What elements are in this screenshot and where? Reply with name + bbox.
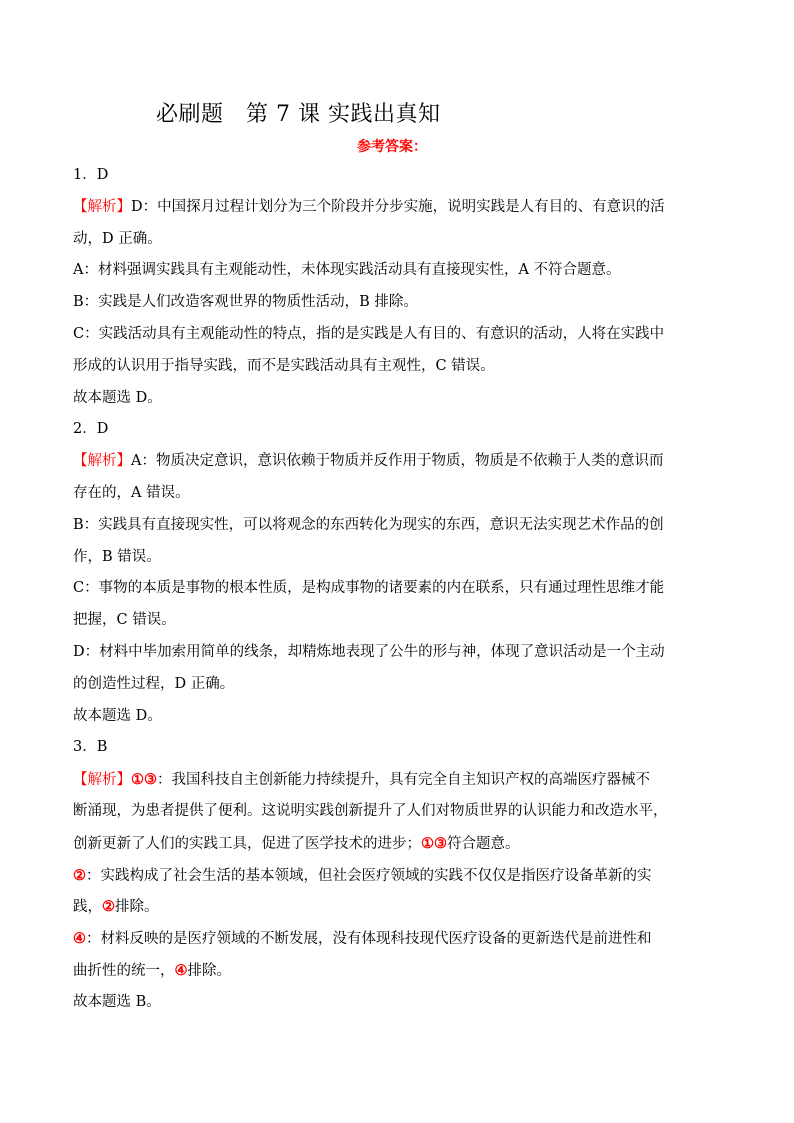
answers-heading: 参考答案： bbox=[357, 139, 427, 155]
answer-line: 断涌现，为患者提供了便利。这说明实践创新提升了人们对物质世界的认识能力和改造水平， bbox=[73, 802, 668, 819]
option-marker: ①③ bbox=[421, 834, 447, 852]
answer-line: 创新更新了人们的实践工具，促进了医学技术的进步；①③符合题意。 bbox=[73, 834, 520, 852]
answer-line: 形成的认识用于指导实践，而不是实践活动具有主观性，C 错误。 bbox=[73, 357, 495, 374]
answer-line: 存在的，A 错误。 bbox=[73, 484, 190, 501]
answer-line: 1．D bbox=[73, 167, 109, 183]
answer-line: 把握，C 错误。 bbox=[73, 612, 176, 629]
answer-content bbox=[73, 160, 729, 1019]
answer-line: D：材料中毕加索用简单的线条，却精炼地表现了公牛的形与神，体现了意识活动是一个主动 bbox=[73, 643, 665, 660]
answer-line: ④：材料反映的是医疗领域的不断发展，没有体现科技现代医疗设备的更新迭代是前进性和 bbox=[73, 930, 652, 948]
page-title: 必刷题 第 7 课 实践出真知 bbox=[156, 102, 441, 127]
analysis-tag: 【解析】 bbox=[73, 772, 131, 789]
option-marker: ② bbox=[73, 866, 86, 884]
answer-line: 动，D 正确。 bbox=[73, 230, 162, 247]
answer-line: 故本题选 D。 bbox=[73, 707, 162, 724]
answer-line: 【解析】①③：我国科技自主创新能力持续提升，具有完全自主知识产权的高端医疗器械不 bbox=[73, 771, 650, 789]
option-marker: ④ bbox=[174, 961, 188, 979]
option-marker: ①③ bbox=[131, 771, 157, 789]
answer-line: 2．D bbox=[73, 421, 109, 438]
answer-line: B：实践具有直接现实性，可以将观念的东西转化为现实的东西，意识无法实现艺术作品的创 bbox=[73, 516, 664, 533]
answer-line: 故本题选 D。 bbox=[73, 389, 162, 406]
answer-line: 【解析】D：中国探月过程计划分为三个阶段并分步实施，说明实践是人有目的、有意识的活 bbox=[73, 198, 665, 215]
answer-line: ②：实践构成了社会生活的基本领域，但社会医疗领域的实践不仅仅是指医疗设备革新的实 bbox=[73, 866, 652, 884]
answer-line: 【解析】A：物质决定意识，意识依赖于物质并反作用于物质，物质是不依赖于人类的意识而 bbox=[73, 453, 664, 470]
answer-line: 践，②排除。 bbox=[73, 898, 159, 916]
answer-line: 3．B bbox=[73, 739, 108, 756]
answer-line: 曲折性的统一，④排除。 bbox=[73, 961, 231, 979]
option-marker: ④ bbox=[73, 930, 86, 948]
answer-line: A：材料强调实践具有主观能动性，未体现实践活动具有直接现实性，A 不符合题意。 bbox=[73, 262, 621, 279]
analysis-tag: 【解析】 bbox=[73, 453, 131, 470]
answer-line: 作，B 错误。 bbox=[73, 548, 161, 565]
analysis-tag: 【解析】 bbox=[73, 198, 131, 215]
answer-line: C：实践活动具有主观能动性的特点，指的是实践是人有目的、有意识的活动，人将在实践中 bbox=[73, 325, 665, 342]
answer-line: 故本题选 B。 bbox=[73, 993, 161, 1010]
answer-line: B：实践是人们改造客观世界的物质性活动，B 排除。 bbox=[73, 294, 418, 311]
answer-line: 的创造性过程，D 正确。 bbox=[73, 675, 235, 692]
answer-line: C：事物的本质是事物的根本性质，是构成事物的诸要素的内在联系，只有通过理性思维才能 bbox=[73, 580, 665, 597]
option-marker: ② bbox=[102, 898, 115, 916]
